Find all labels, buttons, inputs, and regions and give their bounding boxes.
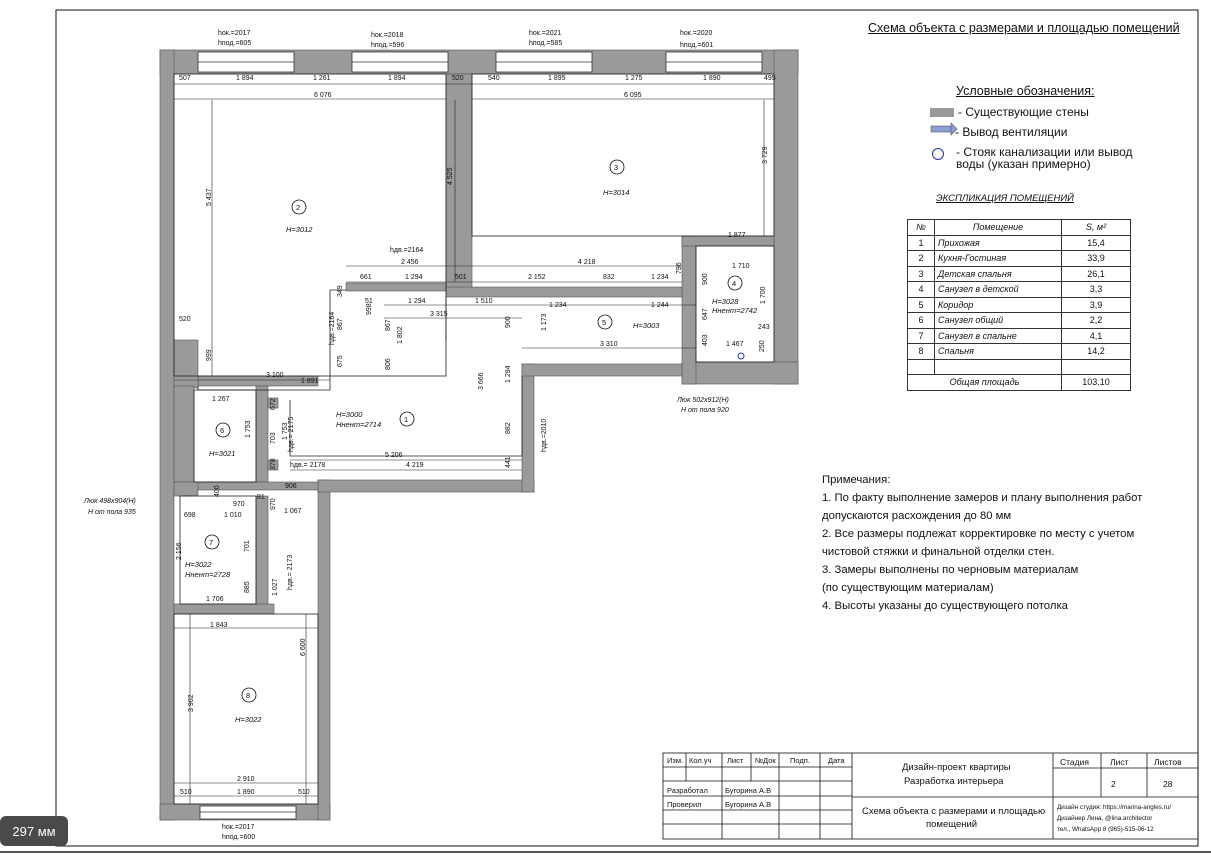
row-num	[908, 359, 935, 375]
dim-51: 51	[365, 298, 373, 305]
door-height-4: hдв.= 2175	[288, 416, 295, 452]
door-height-2: hдв.=2164	[329, 311, 336, 345]
table-row	[908, 328, 1131, 344]
room-h-3: H=3014	[603, 188, 630, 197]
row-room: Санузел в спальне	[935, 328, 1062, 344]
dim-2456: 2 456	[401, 259, 419, 266]
tb-drawing-name-2: помещений	[926, 819, 978, 830]
row-room: Детская спальня	[935, 266, 1062, 282]
tb-header-izm: Изм.	[667, 756, 684, 765]
room-h-8: H=3022	[235, 715, 262, 724]
dim-698: 698	[184, 512, 196, 519]
dim-1802: 1 802	[397, 326, 404, 344]
legend-item-riser	[930, 146, 1146, 170]
dim-403: 403	[702, 334, 709, 346]
tb-project-line2: Разработка интерьера	[904, 776, 1004, 787]
legend-item-vent-text: - Вывод вентиляции	[955, 125, 1068, 139]
window-hok-3: hок.=2021	[529, 30, 562, 37]
dim-1891: 1 891	[301, 378, 319, 385]
table-row	[908, 266, 1131, 282]
row-num: 8	[908, 344, 935, 360]
door-height-5: hдв.= 2178	[290, 462, 326, 469]
window-hpod-1: hпод.=605	[218, 40, 252, 47]
dim-999: 999	[206, 349, 213, 361]
tb-header-ndok: №Док	[755, 756, 776, 765]
tb-developed-name: Бугорина А.В	[725, 786, 772, 795]
dim-510b: 510	[298, 789, 310, 796]
dim-349: 349	[337, 285, 344, 297]
explication-header-row	[908, 220, 1131, 236]
tb-stage-label: Стадия	[1060, 757, 1089, 767]
dim-top-8: 1 275	[625, 75, 643, 82]
row-num: 2	[908, 251, 935, 267]
dim-4525: 4 525	[447, 167, 454, 185]
dim-520: 520	[179, 316, 191, 323]
row-room: Санузел в детской	[935, 282, 1062, 298]
dim-970a: 970	[233, 501, 245, 508]
window-hpod-4: hпод.=601	[680, 42, 714, 49]
dim-441: 441	[505, 456, 512, 468]
drawing-title: Схема объекта с размерами и площадью помещений	[868, 21, 1180, 35]
room-extra-7: Hнент=2728	[185, 570, 231, 579]
dim-top-1: 507	[179, 75, 191, 82]
legend-item-walls-text: - Существующие стены	[958, 105, 1089, 119]
row-area: 3,9	[1062, 297, 1131, 313]
notes-line: 2. Все размеры подлежат корректировке по месту с учетом	[822, 528, 1135, 540]
dim-1234b: 1 234	[549, 302, 567, 309]
dim-501: 501	[455, 274, 467, 281]
dim-top-5: 520	[452, 75, 464, 82]
dim-400: 400	[214, 485, 221, 497]
row-area	[1062, 359, 1131, 375]
dim-6076: 6 076	[314, 92, 332, 99]
row-room: Санузел общий	[935, 313, 1062, 329]
dim-1294c: 1 294	[505, 365, 512, 383]
room-extra-4: Hнент=2742	[712, 306, 758, 315]
dim-1027: 1 027	[272, 578, 279, 596]
table-row	[908, 313, 1131, 329]
room-h-2: H=3012	[286, 225, 313, 234]
dim-1843: 1 843	[210, 622, 228, 629]
row-num: 3	[908, 266, 935, 282]
room-num-2: 2	[296, 203, 301, 212]
dim-1753a: 1 753	[245, 420, 252, 438]
dim-6095: 6 095	[624, 92, 642, 99]
row-area: 26,1	[1062, 266, 1131, 282]
notes-line: (по существующим материалам)	[822, 582, 994, 594]
table-row	[908, 344, 1131, 360]
notes-line: допускаются расхождения до 80 мм	[822, 510, 1012, 522]
col-area: S, м²	[1062, 220, 1131, 236]
hatch-bath-height: Н от пола 920	[681, 407, 729, 414]
tb-header-list: Лист	[727, 756, 744, 765]
dim-647: 647	[702, 308, 709, 320]
dim-4218: 4 218	[578, 259, 596, 266]
room-num-3: 3	[614, 163, 619, 172]
dim-top-10: 495	[764, 75, 776, 82]
dim-2156: 2 156	[176, 542, 183, 560]
tb-checked-name: Бугорина А.В	[725, 800, 772, 809]
tb-header-podp: Подп.	[790, 756, 810, 765]
dim-3315: 3 315	[430, 311, 448, 318]
riser-circle-icon	[932, 148, 944, 160]
notes-line: 1. По факту выполнение замеров и плану выполнения работ	[822, 492, 1143, 504]
hatch-left-height: Н от пола 935	[88, 509, 136, 516]
room-num-4: 4	[732, 279, 737, 288]
dim-5437: 5 437	[206, 188, 213, 206]
row-room: Прихожая	[935, 235, 1062, 251]
room-num-8: 8	[246, 691, 251, 700]
table-row	[908, 251, 1131, 267]
table-row	[908, 235, 1131, 251]
dim-672: 672	[270, 398, 277, 410]
legend-heading: Условные обозначения:	[956, 84, 1095, 98]
tb-sheet-value: 2	[1111, 779, 1116, 789]
room-num-1: 1	[404, 415, 409, 424]
dim-3310: 3 310	[600, 341, 618, 348]
dim-1244: 1 244	[651, 302, 669, 309]
dim-1467: 1 467	[726, 341, 744, 348]
row-room: Кухня-Гостиная	[935, 251, 1062, 267]
notes-block	[822, 471, 1142, 615]
row-num: 4	[908, 282, 935, 298]
window-5	[200, 806, 296, 819]
window-hpod-3: hпод.=585	[529, 40, 563, 47]
row-room: Спальня	[935, 344, 1062, 360]
dim-1173: 1 173	[541, 313, 548, 331]
tb-sheet-label: Лист	[1110, 757, 1129, 767]
room-num-5: 5	[602, 318, 607, 327]
room-h-4: H=3028	[712, 297, 739, 306]
dim-top-7: 1 895	[548, 75, 566, 82]
hatch-bath-size: Люк 502х912(Н)	[677, 397, 729, 404]
dim-906: 906	[285, 483, 297, 490]
tb-drawing-name-1: Схема объекта с размерами и площадью	[862, 806, 1046, 817]
table-row	[908, 297, 1131, 313]
dim-796: 796	[676, 262, 683, 274]
row-num: 6	[908, 313, 935, 329]
dim-970b: 970	[270, 498, 277, 510]
row-num: 7	[908, 328, 935, 344]
window-hok-4: hок.=2020	[680, 30, 713, 37]
dim-882: 882	[505, 422, 512, 434]
tb-checked-label: Проверил	[667, 800, 702, 809]
notes-line: чистовой стяжки и финальной отделки стен.	[822, 546, 1055, 558]
dim-510a: 510	[180, 789, 192, 796]
legend-item-vent	[955, 125, 1067, 139]
tb-developed-label: Разработал	[667, 786, 708, 795]
total-row	[908, 375, 1131, 391]
dim-top-4: 1 894	[388, 75, 406, 82]
room-h-6: H=3021	[209, 449, 236, 458]
tb-sheets-value: 28	[1163, 779, 1173, 789]
window-hpod-5: hпод.=600	[222, 834, 256, 841]
room-num-7: 7	[209, 538, 214, 547]
row-area: 15,4	[1062, 235, 1131, 251]
dim-1890: 1 890	[237, 789, 255, 796]
room-num-6: 6	[220, 426, 225, 435]
row-area: 2,2	[1062, 313, 1131, 329]
table-row	[908, 282, 1131, 298]
dim-3729: 3 729	[762, 146, 769, 164]
dim-998: 998	[366, 303, 373, 315]
room-h-5: H=3003	[633, 321, 660, 330]
wall-swatch-icon	[930, 108, 954, 117]
tb-header-data: Дата	[828, 756, 845, 765]
row-num: 1	[908, 235, 935, 251]
row-area: 4,1	[1062, 328, 1131, 344]
riser-marker-1	[738, 353, 744, 359]
tb-studio-line1: Дизайн студия: https://marina-angles.ru/	[1057, 804, 1171, 811]
dim-1753b: 1 753	[282, 422, 289, 440]
dim-3666: 3 666	[478, 372, 485, 390]
dim-250: 250	[759, 340, 766, 352]
dim-1234a: 1 234	[651, 274, 669, 281]
row-area: 33,9	[1062, 251, 1131, 267]
room-extra-1: Hнент=2714	[336, 420, 382, 429]
door-height-1: hдв.=2164	[390, 247, 424, 254]
dim-867b: 867	[337, 318, 344, 330]
col-num: №	[908, 220, 935, 236]
dim-top-2: 1 894	[236, 75, 254, 82]
door-height-6: hдв.= 2173	[287, 554, 294, 590]
room-h-7: H=3022	[185, 560, 212, 569]
window-hok-1: hок.=2017	[218, 30, 251, 37]
dim-1706: 1 706	[206, 596, 224, 603]
tb-header-koluch: Кол.уч	[689, 756, 712, 765]
row-area: 14,2	[1062, 344, 1131, 360]
legend-vent-arrow	[931, 123, 957, 135]
tb-sheets-label: Листов	[1154, 757, 1182, 767]
dim-81: 81	[257, 494, 265, 501]
row-num: 5	[908, 297, 935, 313]
dim-2910: 2 910	[237, 776, 255, 783]
total-value: 103.10	[1062, 375, 1131, 391]
dim-top-3: 1 261	[313, 75, 331, 82]
row-room: Коридор	[935, 297, 1062, 313]
dim-701: 701	[244, 540, 251, 552]
dim-3100: 3 100	[266, 372, 284, 379]
window-hpod-2: hпод.=596	[371, 42, 405, 49]
notes-line: 3. Замеры выполнены по черновым материалам	[822, 564, 1079, 576]
legend-item-riser-text: - Стояк канализации или вывод воды (указан примерно)	[956, 145, 1133, 171]
page-size-badge: 297 мм	[0, 816, 68, 846]
dim-top-9: 1 890	[703, 75, 721, 82]
row-room	[935, 359, 1062, 375]
hatch-left-size: Люк 498х904(Н)	[84, 498, 136, 505]
dim-4219: 4 219	[406, 462, 424, 469]
dim-661: 661	[360, 274, 372, 281]
dim-1267: 1 267	[212, 396, 230, 403]
dim-3902: 3 902	[188, 694, 195, 712]
dim-6600: 6 600	[300, 638, 307, 656]
row-area: 3,3	[1062, 282, 1131, 298]
dim-2152: 2 152	[528, 274, 546, 281]
explication-table	[907, 219, 1131, 391]
total-label: Общая площадь	[908, 375, 1062, 391]
room-h-1: H=3000	[336, 410, 363, 419]
explication-heading: ЭКСПЛИКАЦИЯ ПОМЕЩЕНИЙ	[936, 193, 1074, 204]
dim-885: 885	[244, 581, 251, 593]
notes-heading: Примечания:	[822, 474, 891, 486]
dim-378: 378	[270, 458, 277, 470]
window-hok-2: hок.=2018	[371, 32, 404, 39]
dim-1010: 1 010	[224, 512, 242, 519]
tb-studio-line2: Дизайнер Лина, @lina.architector	[1057, 815, 1153, 822]
legend-item-walls	[930, 105, 1089, 119]
dim-1710: 1 710	[732, 263, 750, 270]
tb-studio-line3: тел., WhatsApp 8 (965)-515-06-12	[1057, 826, 1154, 833]
dim-806: 806	[385, 358, 392, 370]
dim-832: 832	[603, 274, 615, 281]
notes-line: 4. Высоты указаны до существующего потолка	[822, 600, 1068, 612]
dim-1877: 1 877	[728, 232, 746, 239]
dim-5206: 5 206	[385, 452, 403, 459]
dim-867: 867	[385, 319, 392, 331]
dim-top-6: 540	[488, 75, 500, 82]
dim-1294a: 1 294	[405, 274, 423, 281]
dim-675: 675	[337, 355, 344, 367]
col-room: Помещение	[935, 220, 1062, 236]
door-height-3: hдв.=2010	[541, 418, 548, 452]
tb-project-line1: Дизайн-проект квартиры	[902, 762, 1011, 773]
dim-243: 243	[758, 324, 770, 331]
dim-1700: 1 700	[760, 286, 767, 304]
dim-703: 703	[270, 432, 277, 444]
table-row	[908, 359, 1131, 375]
window-hok-5: hок.=2017	[222, 824, 255, 831]
dim-1294b: 1 294	[408, 298, 426, 305]
dim-1510: 1 510	[475, 298, 493, 305]
dim-900a: 900	[702, 273, 709, 285]
dim-1067: 1 067	[284, 508, 302, 515]
dim-900b: 900	[505, 316, 512, 328]
